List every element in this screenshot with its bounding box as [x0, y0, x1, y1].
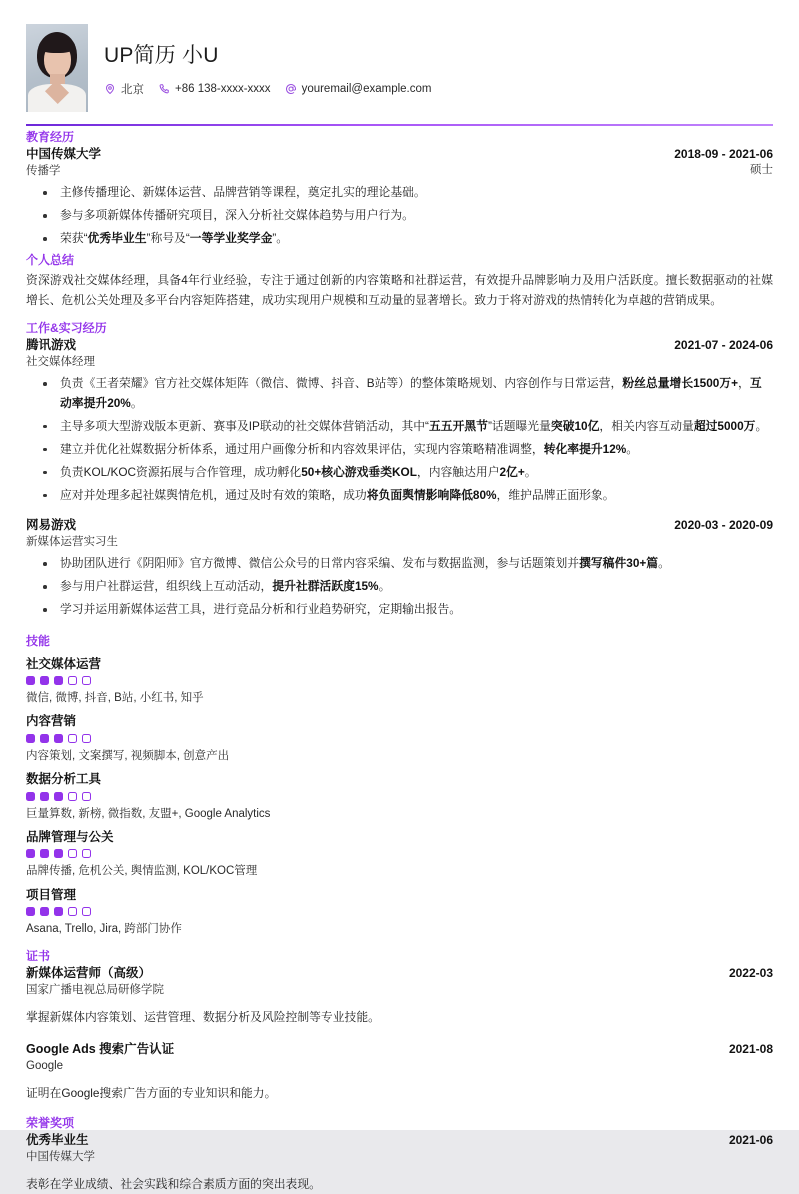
skill-level-dots [26, 849, 773, 858]
work-company: 网易游戏 [26, 518, 77, 533]
work-role: 社交媒体经理 [26, 356, 95, 369]
skill-name: 社交媒体运营 [26, 656, 102, 671]
section-education [26, 124, 773, 248]
list-item: 负责《王者荣耀》官方社交媒体矩阵（微信、微博、抖音、B站等）的整体策略规划、内容创作与日常运营，粉丝总量增长1500万+，互动率提升20%。 [26, 374, 773, 412]
section-title-summary: 个人总结 [26, 253, 75, 268]
skill-tags: 内容策划, 文案撰写, 视频脚本, 创意产出 [26, 749, 230, 762]
skill-dot-filled [26, 676, 35, 685]
work-role: 新媒体运营实习生 [26, 535, 118, 548]
skill-dot-empty [82, 676, 91, 685]
section-title-skills: 技能 [26, 634, 51, 649]
section-certificates [26, 948, 773, 1103]
skill-dot-filled [54, 792, 63, 801]
skill-tags: 巨量算数, 新榜, 微指数, 友盟+, Google Analytics [26, 807, 271, 820]
skill-dot-filled [40, 676, 49, 685]
list-item: 负责KOL/KOC资源拓展与合作管理，成功孵化50+核心游戏垂类KOL，内容触达用户2亿+。 [26, 463, 773, 482]
contact-location [104, 81, 144, 97]
certificate-date: 2022-03 [728, 966, 773, 981]
list-item: 荣获“优秀毕业生”称号及“一等学业奖学金”。 [26, 229, 773, 248]
contact-email [285, 83, 432, 95]
skill-dot-filled [26, 907, 35, 916]
skill-level-dots [26, 676, 773, 685]
certificate-issuer: Google [26, 1060, 64, 1073]
award-name: 优秀毕业生 [26, 1133, 89, 1148]
avatar [26, 24, 88, 112]
skill-dot-filled [40, 907, 49, 916]
education-school: 中国传媒大学 [26, 147, 102, 162]
award-description: 表彰在学业成绩、社会实践和综合素质方面的突出表现。 [26, 1177, 321, 1192]
at-email-icon [285, 83, 297, 95]
candidate-name: UP简历 小U [104, 44, 219, 67]
section-title-work: 工作&实习经历 [26, 321, 107, 336]
skill-dot-filled [26, 849, 35, 858]
skill-dot-empty [68, 849, 77, 858]
contact-location-text: 北京 [121, 84, 144, 96]
skill-dot-filled [54, 849, 63, 858]
section-divider [26, 124, 773, 126]
certificate-name: Google Ads 搜索广告认证 [26, 1042, 175, 1057]
contact-list [104, 81, 431, 97]
skill-name: 项目管理 [26, 887, 77, 902]
contact-phone-text: +86 138-xxxx-xxxx [175, 83, 271, 95]
certificate-date: 2021-08 [728, 1042, 773, 1057]
skill-dot-empty [68, 907, 77, 916]
section-summary [26, 252, 773, 310]
skill-dot-filled [26, 792, 35, 801]
education-date: 2018-09 - 2021-06 [674, 147, 773, 162]
skill-level-dots [26, 907, 773, 916]
skill-tags: Asana, Trello, Jira, 跨部门协作 [26, 923, 182, 936]
education-degree: 硕士 [750, 164, 773, 177]
section-work [26, 320, 773, 619]
list-item: 参与用户社群运营，组织线上互动活动，提升社群活跃度15%。 [26, 577, 773, 596]
education-major: 传播学 [26, 165, 61, 178]
skill-name: 内容营销 [26, 714, 77, 729]
contact-phone [158, 83, 271, 95]
skill-dot-filled [54, 676, 63, 685]
certificate-description: 掌握新媒体内容策划、运营管理、数据分析及风险控制等专业技能。 [26, 1010, 380, 1025]
work-entry [26, 337, 773, 505]
skill-dot-filled [40, 792, 49, 801]
skill-dot-filled [54, 734, 63, 743]
skill-dot-empty [68, 676, 77, 685]
skill-level-dots [26, 734, 773, 743]
work-entry [26, 517, 773, 619]
section-skills [26, 633, 773, 938]
skill-item [26, 829, 773, 881]
award-entry [26, 1132, 773, 1194]
certificate-entry [26, 965, 773, 1027]
skill-dot-filled [26, 734, 35, 743]
list-item: 主修传播理论、新媒体运营、品牌营销等课程，奠定扎实的理论基础。 [26, 183, 773, 202]
certificate-issuer: 国家广播电视总局研修学院 [26, 984, 164, 997]
skill-dot-empty [82, 792, 91, 801]
list-item: 建立并优化社媒数据分析体系，通过用户画像分析和内容效果评估，实现内容策略精准调整，转化率提升12%。 [26, 440, 773, 459]
skill-level-dots [26, 792, 773, 801]
section-title-awards: 荣誉奖项 [26, 1116, 75, 1131]
certificate-entry [26, 1041, 773, 1103]
skill-dot-empty [82, 849, 91, 858]
certificate-name: 新媒体运营师（高级） [26, 966, 152, 981]
work-company: 腾讯游戏 [26, 338, 77, 353]
skill-dot-empty [68, 734, 77, 743]
list-item: 参与多项新媒体传播研究项目，深入分析社交媒体趋势与用户行为。 [26, 206, 773, 225]
work-date: 2020-03 - 2020-09 [674, 518, 773, 533]
skill-tags: 品牌传播, 危机公关, 舆情监测, KOL/KOC管理 [26, 865, 258, 878]
skill-dot-filled [54, 907, 63, 916]
list-item: 学习并运用新媒体运营工具，进行竞品分析和行业趋势研究，定期输出报告。 [26, 600, 773, 619]
skill-dot-filled [40, 734, 49, 743]
skill-item [26, 656, 773, 708]
section-title-education: 教育经历 [26, 130, 75, 144]
skill-dot-empty [82, 907, 91, 916]
skill-tags: 微信, 微博, 抖音, B站, 小红书, 知乎 [26, 692, 204, 705]
skill-dot-filled [40, 849, 49, 858]
list-item: 应对并处理多起社媒舆情危机，通过及时有效的策略，成功将负面舆情影响降低80%，维护品牌正面形象。 [26, 486, 773, 505]
skill-dot-empty [82, 734, 91, 743]
work-bullets [26, 554, 773, 619]
skill-name: 品牌管理与公关 [26, 829, 114, 844]
location-pin-icon [104, 83, 116, 95]
resume-header [26, 0, 773, 122]
summary-text: 资深游戏社交媒体经理，具备4年行业经验，专注于通过创新的内容策略和社群运营，有效提升品牌影响力及用户活跃度。擅长数据驱动的社媒增长、危机公关处理及多平台内容矩阵搭建，成功实现用户规模和互动量的显著增长。致力于将对游戏的热情转化为卓越的营销成果。 [26, 272, 773, 307]
skill-item [26, 771, 773, 823]
list-item: 主导多项大型游戏版本更新、赛事及IP联动的社交媒体营销活动，其中“五五开黑节”话题曝光量突破10亿，相关内容互动量超过5000万。 [26, 417, 773, 436]
education-bullets [26, 183, 773, 248]
work-date: 2021-07 - 2024-06 [674, 338, 773, 353]
education-entry [26, 146, 773, 248]
section-title-certificates: 证书 [26, 949, 51, 964]
certificate-description: 证明在Google搜索广告方面的专业知识和能力。 [26, 1086, 277, 1101]
list-item: 协助团队进行《阴阳师》官方微博、微信公众号的日常内容采编、发布与数据监测，参与话题策划并撰写稿件30+篇。 [26, 554, 773, 573]
section-awards [26, 1115, 773, 1194]
skill-item [26, 713, 773, 765]
award-date: 2021-06 [728, 1133, 773, 1148]
work-bullets [26, 374, 773, 505]
skill-item [26, 887, 773, 939]
skill-name: 数据分析工具 [26, 772, 102, 787]
phone-icon [158, 83, 170, 95]
contact-email-text: youremail@example.com [301, 83, 432, 95]
skill-dot-empty [68, 792, 77, 801]
award-issuer: 中国传媒大学 [26, 1151, 95, 1164]
